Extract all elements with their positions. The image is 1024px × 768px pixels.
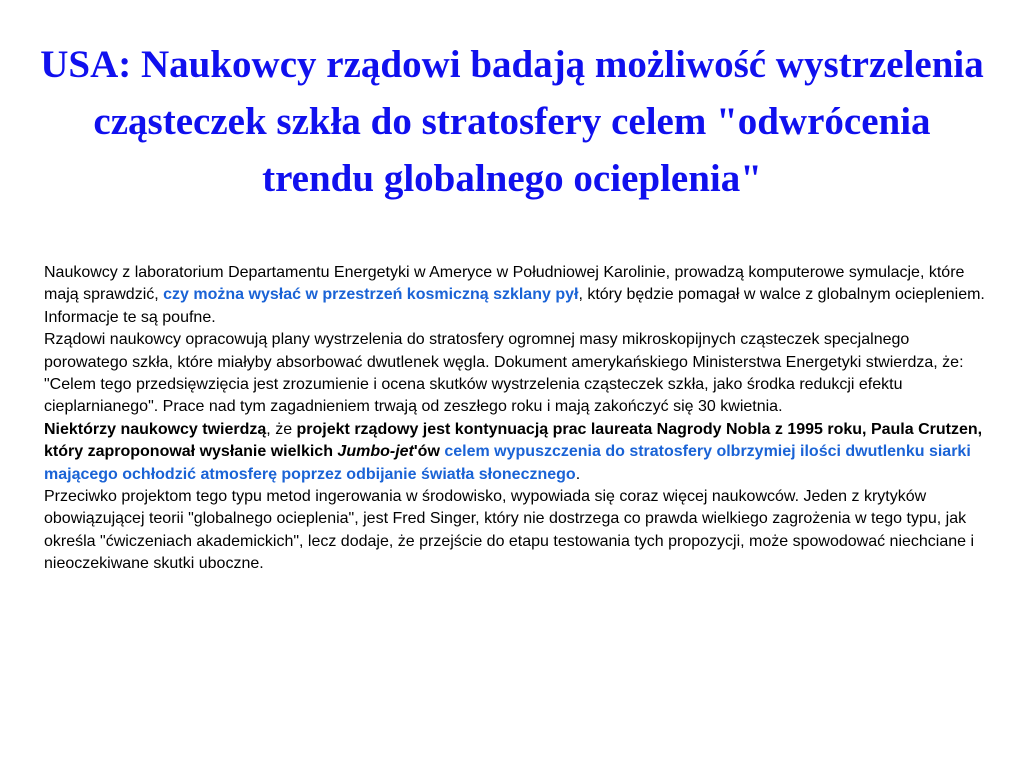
paragraph-3-bold-mid: projekt rządowy jest kontynuacją prac laureata Nagrody Nobla z 1995 roku, Paula Crutzen, który zaproponował wysłanie wielkich (44, 420, 983, 461)
paragraph-3-bold-end: 'ów (413, 443, 440, 461)
slide-title: USA: Naukowcy rządowi badają możliwość wystrzelenia cząsteczek szkła do stratosfery celem "odwrócenia trendu globalnego ocieplenia" (40, 43, 984, 200)
article-body (44, 262, 996, 576)
paragraph-3-plain-3: . (575, 465, 581, 483)
sulfur-dioxide-link[interactable]: celem wypuszczenia do stratosfery olbrzymiej ilości dwutlenku siarki mającego ochłodzić atmosferę poprzez odbijanie światła słonecznego (44, 443, 971, 483)
paragraph-1-text-before: Naukowcy z laboratorium Departamentu Energetyki w Ameryce w Południowej Karolinie, prowadzą komputerowe symulacje, które mają sprawdzić, (44, 264, 965, 304)
paragraph-2: Rządowi naukowcy opracowują plany wystrzelenia do stratosfery ogromnej masy mikroskopijnych cząsteczek specjalnego porowatego szkła, które miałyby absorbować dwutlenek węgla. Dokument amerykańskiego Ministerstwa Energetyki stwierdza, że: "Celem tego przedsięwzięcia jest zrozumienie i ocena skutków wystrzelenia cząsteczek szkła, jako środka redukcji efektu cieplarnianego". Prace nad tym zagadnieniem trwają od zeszłego roku i mają zakończyć się 30 kwietnia. (44, 331, 964, 416)
paragraph-3-bold-start: Niektórzy naukowcy twierdzą (44, 420, 267, 438)
paragraph-3-jumbo-jet: Jumbo-jet (337, 443, 414, 461)
paragraph-4: Przeciwko projektom tego typu metod ingerowania w środowisko, wypowiada się coraz więcej naukowców. Jeden z krytyków obowiązującej teorii "globalnego ocieplenia", jest Fred Singer, który nie dostrzega co prawda wielkiego zagrożenia w tego typu, jak określa "ćwiczeniach akademickich", lecz dodaje, że przejście do etapu testowania tych propozycji, może spowodować niechciane i nieoczekiwane skutki uboczne. (44, 488, 975, 573)
paragraph-1-text-after: , który będzie pomagał w walce z globalnym ociepleniem. Informacje te są poufne. (44, 286, 985, 326)
paragraph-3 (44, 419, 996, 486)
paragraph-3-plain-1: , że (266, 420, 297, 438)
glass-dust-link[interactable]: czy można wysłać w przestrzeń kosmiczną szklany pył (163, 286, 579, 304)
paragraph-1 (44, 262, 996, 329)
